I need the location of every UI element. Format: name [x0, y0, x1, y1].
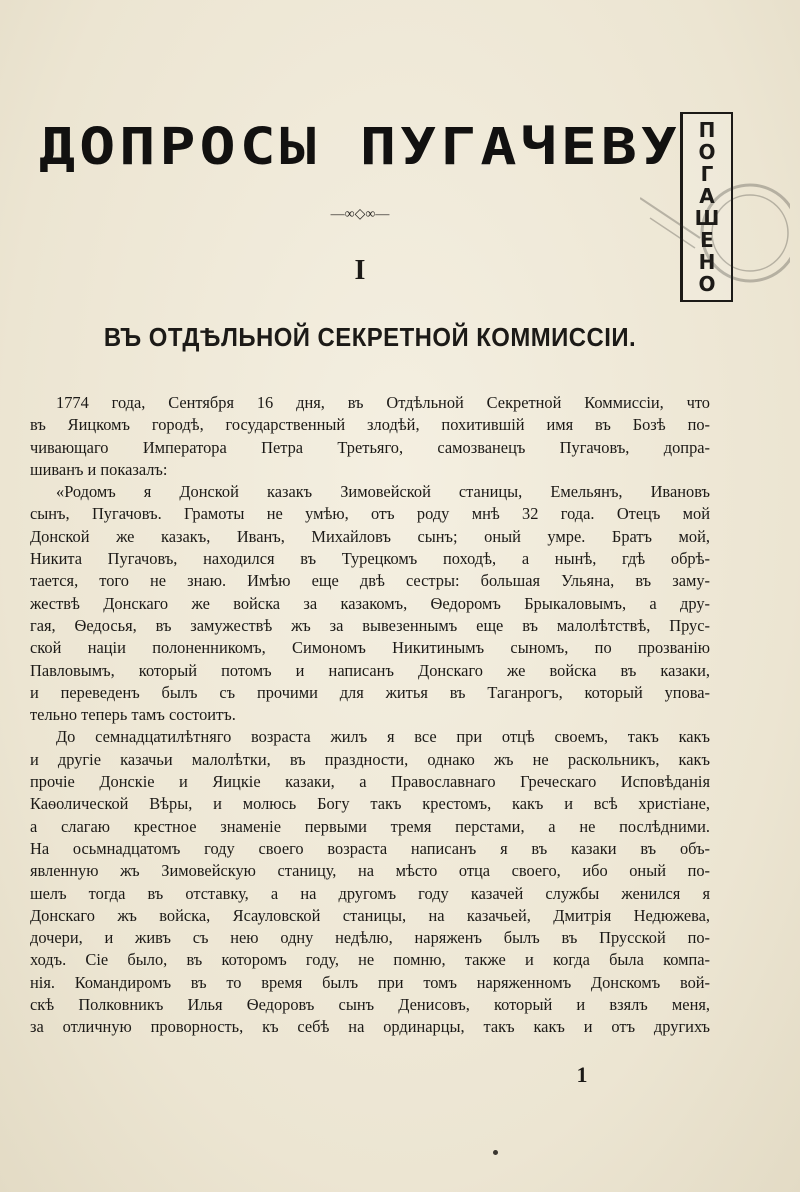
- text-line: и переведенъ былъ съ прочими для житья въ Таганрогъ, который упова-: [30, 682, 710, 702]
- faded-seal-mark: [640, 178, 790, 288]
- ink-dot: [493, 1150, 498, 1155]
- section-number: I: [354, 255, 366, 286]
- text-line: ходъ. Сіе было, въ которомъ году, не помню, также и когда была компа-: [30, 950, 710, 970]
- text-line: и другіе казачьи малолѣтки, въ праздности, однако жъ не раскольникъ, какъ: [30, 749, 710, 769]
- text-line: ской націи полоненникомъ, Симономъ Никитинымъ сыномъ, по прозванію: [30, 638, 710, 658]
- text-line: прочіе Донскіе и Яицкіе казаки, а Православнаго Греческаго Исповѣданія: [30, 772, 710, 792]
- section-heading: ВЪ ОТДѢЛЬНОЙ СЕКРЕТНОЙ КОММИССІИ.: [103, 322, 637, 352]
- text-line: нія. Командиромъ въ то время былъ при томъ наряженномъ Донскомъ вой-: [30, 972, 710, 992]
- stamp-text: ПОГАШЕНО: [695, 118, 719, 294]
- text-line: скѣ Полковникъ Илья Ѳедоровъ сынъ Денисовъ, который и взялъ меня,: [30, 995, 710, 1015]
- text-line: тельно теперь тамъ состоитъ.: [30, 705, 236, 725]
- text-line: гая, Ѳедосья, въ замужествѣ жъ за вывезеннымъ еще въ малолѣтствѣ, Прус-: [30, 615, 710, 635]
- text-line: Павловымъ, который потомъ и написанъ Донскаго же войска въ казаки,: [30, 660, 710, 680]
- text-line: 1774 года, Сентября 16 дня, въ Отдѣльной Секретной Коммиссіи, что: [56, 393, 710, 412]
- text-line: сынъ, Пугачовъ. Грамоты не умѣю, отъ роду мнѣ 32 года. Отецъ мой: [30, 504, 710, 524]
- text-line: дочери, и живъ съ нею одну недѣлю, наряженъ былъ въ Прусской по-: [30, 928, 710, 948]
- title-ornament: —∞◇∞—: [330, 207, 390, 222]
- text-line: жествѣ Донскаго же войска за казакомъ, Ѳедоромъ Брыкаловымъ, а дру-: [30, 593, 710, 613]
- text-line: Донской же казакъ, Иванъ, Михайловъ сынъ; оный умре. Братъ мой,: [30, 526, 710, 546]
- text-line: Каѳолической Вѣры, и молюсь Богу такъ крестомъ, какъ и всѣ христіане,: [30, 794, 710, 814]
- text-line: Донскаго жъ войска, Ясауловской станицы, на казачьей, Дмитрія Недюжева,: [30, 905, 710, 925]
- page-number: 1: [576, 1062, 588, 1087]
- text-line: шиванъ и показалъ:: [30, 459, 168, 479]
- body-text: [30, 392, 710, 1039]
- text-line: «Родомъ я Донской казакъ Зимовейской станицы, Емельянъ, Ивановъ: [56, 482, 710, 502]
- text-line: До семнадцатилѣтняго возраста жилъ я все при отцѣ своемъ, такъ какъ: [56, 727, 710, 747]
- text-line: шелъ тогда въ отставку, а на другомъ году казачей службы женился я: [30, 883, 710, 903]
- text-line: чивающаго Императора Петра Третьяго, самозванецъ Пугачовъ, допра-: [30, 437, 710, 457]
- text-line: явленную жъ Зимовейскую станицу, на мѣсто отца своего, ибо оный по-: [30, 861, 710, 881]
- text-line: за отличную проворность, къ себѣ на ординарцы, такъ какъ и отъ другихъ: [30, 1017, 710, 1037]
- text-line: На осьмнадцатомъ году своего возраста написанъ я въ казаки въ объ-: [30, 838, 710, 858]
- text-line: Никита Пугачовъ, находился въ Турецкомъ походѣ, а нынѣ, гдѣ обрѣ-: [30, 549, 710, 569]
- document-title: ДОПРОСЫ ПУГАЧЕВУ: [39, 117, 681, 177]
- text-line: тается, того не знаю. Имѣю еще двѣ сестры: большая Ульяна, въ заму-: [30, 571, 710, 591]
- text-line: а слагаю крестное знаменіе первыми тремя перстами, а не послѣдними.: [30, 816, 710, 836]
- text-line: въ Яицкомъ городѣ, государственный злодѣй, похитившій имя въ Бозѣ по-: [30, 415, 710, 435]
